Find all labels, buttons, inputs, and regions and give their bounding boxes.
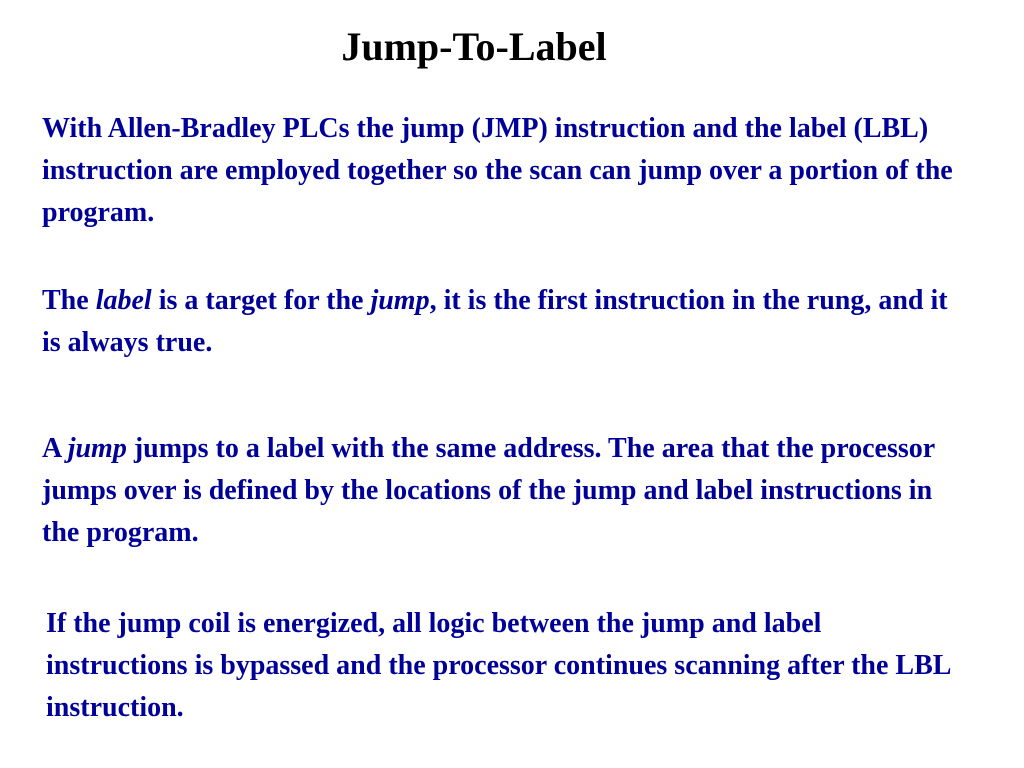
paragraph-label-definition [42,280,962,364]
emphasis-label: label [95,285,152,316]
paragraph-jmp-lbl-intro: With Allen-Bradley PLCs the jump (JMP) instruction and the label (LBL) instruction are employed together so the scan can jump over a portion of the program. [42,113,953,228]
emphasis-jump: jump [370,285,430,316]
text-run: A [42,433,68,464]
paragraph-jump-coil-energized: If the jump coil is energized, all logic between the jump and label instructions is bypassed and the processor continues scanning after the LBL instruction. [46,608,950,723]
text-run: , it is the first instruction in the rung, and it is always true. [42,285,948,358]
text-run: jumps to a label with the same address. The area that the processor jumps over is defined by the locations of the jump and label instructions in the program. [42,433,935,548]
text-run: The [42,285,96,316]
emphasis-jump: jump [67,433,127,464]
paragraph-jump-definition [42,428,962,554]
text-run: is a target for the [151,285,371,316]
slide-title: Jump-To-Label [341,24,607,69]
